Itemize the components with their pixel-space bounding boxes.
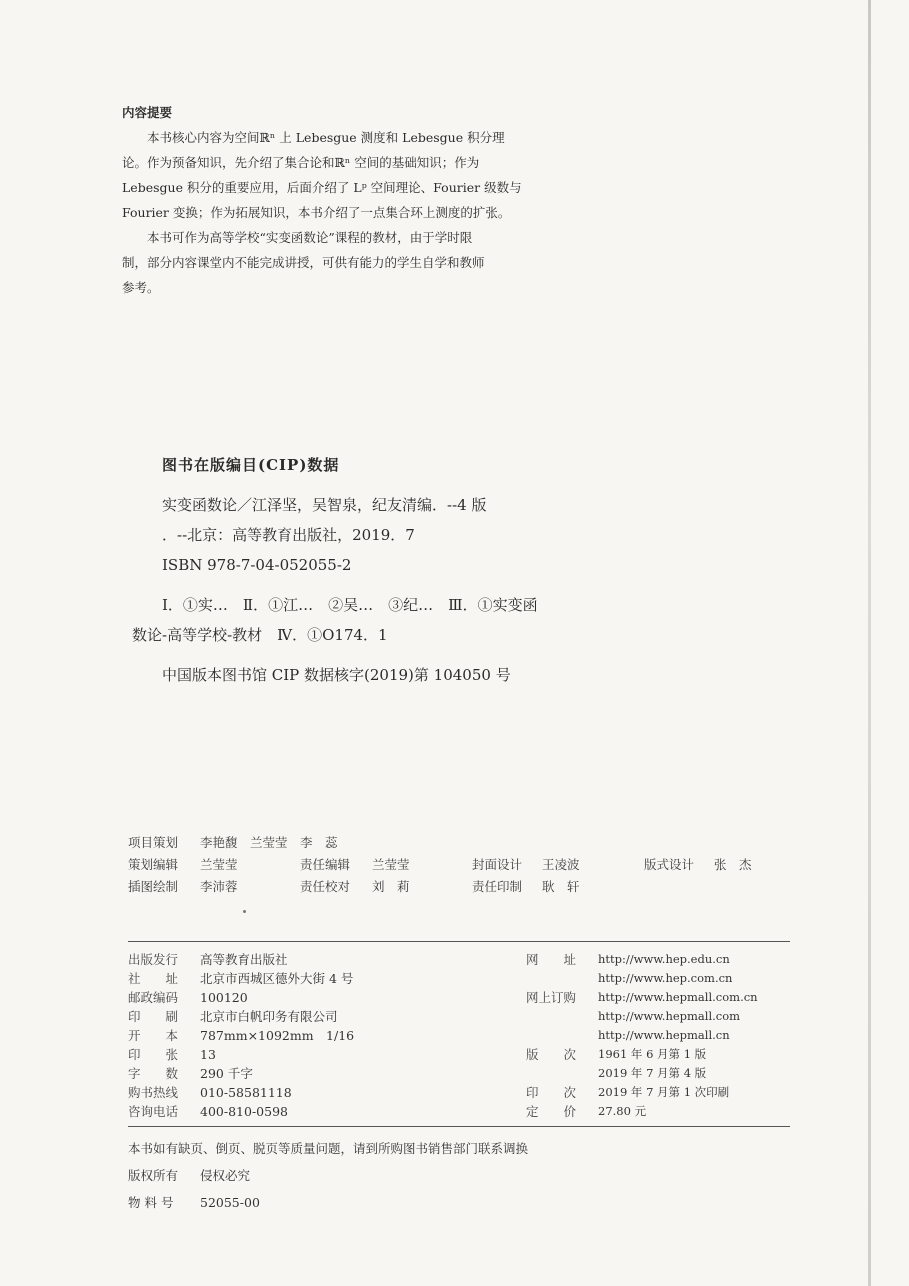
cip-isbn: ISBN 978-7-04-052055-2 bbox=[162, 556, 352, 574]
cip-classification: Ⅰ．①实… Ⅱ．①江… ②吴… ③纪… Ⅲ．①实变函 bbox=[162, 596, 538, 614]
pub-field-value: 北京市白帆印务有限公司 bbox=[200, 1009, 338, 1024]
staff-row bbox=[128, 854, 808, 876]
staff-role: 版式设计 bbox=[644, 857, 695, 872]
page-edge-line bbox=[868, 0, 871, 1286]
staff-name: 耿 轩 bbox=[542, 879, 580, 894]
abstract-line: 论。作为预备知识，先介绍了集合论和ℝⁿ 空间的基础知识；作为 bbox=[122, 155, 480, 170]
pub-field-label: 开 本 bbox=[128, 1028, 179, 1043]
staff-role: 插图绘制 bbox=[128, 879, 179, 894]
pub-field-value: http://www.hep.com.cn bbox=[598, 971, 733, 985]
abstract-line: Lebesgue 积分的重要应用，后面介绍了 Lᵖ 空间理论、Fourier 级数与 bbox=[122, 180, 522, 195]
staff-row bbox=[128, 876, 808, 898]
publication-row bbox=[128, 1083, 788, 1102]
staff-credits bbox=[128, 832, 808, 898]
staff-name: 李艳馥 兰莹莹 李 蕊 bbox=[200, 835, 338, 850]
pub-field-label: 网上订购 bbox=[526, 990, 577, 1005]
bottom-divider bbox=[128, 1126, 790, 1127]
staff-role: 项目策划 bbox=[128, 835, 179, 850]
staff-name: 刘 莉 bbox=[372, 879, 410, 894]
footer-row bbox=[128, 1189, 728, 1216]
top-divider bbox=[128, 941, 790, 942]
pub-field-value: http://www.hep.edu.cn bbox=[598, 952, 730, 966]
abstract-line: 参考。 bbox=[122, 280, 160, 295]
publication-row bbox=[128, 1026, 788, 1045]
footer-info bbox=[128, 1135, 728, 1216]
item-number-value: 52055-00 bbox=[200, 1195, 260, 1210]
abstract-heading: 内容提要 bbox=[122, 105, 173, 120]
pub-field-value: 290 千字 bbox=[200, 1066, 253, 1081]
cip-line: 实变函数论／江泽坚，吴智泉，纪友清编．--4 版 bbox=[162, 496, 487, 514]
cip-classification: 数论-高等学校-教材 Ⅳ．①O174．1 bbox=[132, 626, 388, 644]
abstract-line: 制，部分内容课堂内不能完成讲授，可供有能力的学生自学和教师 bbox=[122, 255, 485, 270]
print-speck bbox=[243, 910, 246, 913]
pub-field-label: 印 次 bbox=[526, 1085, 577, 1100]
publication-row bbox=[128, 1007, 788, 1026]
pub-field-value: 13 bbox=[200, 1047, 216, 1062]
pub-field-label: 社 址 bbox=[128, 971, 179, 986]
staff-name: 王凌波 bbox=[542, 857, 580, 872]
pub-field-value: 400-810-0598 bbox=[200, 1104, 288, 1119]
pub-field-label: 定 价 bbox=[526, 1104, 577, 1119]
cip-line: ．--北京：高等教育出版社，2019．7 bbox=[162, 526, 415, 544]
rights-label: 版权所有 bbox=[128, 1168, 179, 1183]
staff-role: 封面设计 bbox=[472, 857, 523, 872]
item-number-label: 物 料 号 bbox=[128, 1195, 174, 1210]
pub-field-label: 版 次 bbox=[526, 1047, 577, 1062]
pub-field-value: http://www.hepmall.com bbox=[598, 1009, 741, 1023]
cip-title: 图书在版编目(CIP)数据 bbox=[162, 456, 340, 474]
abstract-line: 本书核心内容为空间ℝⁿ 上 Lebesgue 测度和 Lebesgue 积分理 bbox=[147, 130, 505, 145]
pub-field-value: 高等教育出版社 bbox=[200, 952, 288, 967]
publication-row bbox=[128, 1045, 788, 1064]
staff-name: 兰莹莹 bbox=[372, 857, 410, 872]
publication-row bbox=[128, 988, 788, 1007]
pub-field-value: 1961 年 6 月第 1 版 bbox=[598, 1047, 707, 1061]
abstract-line: Fourier 变换；作为拓展知识，本书介绍了一点集合环上测度的扩张。 bbox=[122, 205, 511, 220]
staff-name: 兰莹莹 bbox=[200, 857, 238, 872]
pub-field-value: 787mm×1092mm 1/16 bbox=[200, 1028, 355, 1043]
staff-name: 张 杰 bbox=[714, 857, 752, 872]
pub-field-label: 邮政编码 bbox=[128, 990, 179, 1005]
publication-row bbox=[128, 950, 788, 969]
staff-role: 策划编辑 bbox=[128, 857, 179, 872]
pub-field-value: 北京市西城区德外大街 4 号 bbox=[200, 971, 354, 986]
staff-name: 李沛蓉 bbox=[200, 879, 238, 894]
abstract-line: 本书可作为高等学校“实变函数论”课程的教材，由于学时限 bbox=[147, 230, 473, 245]
pub-field-value: 2019 年 7 月第 4 版 bbox=[598, 1066, 707, 1080]
pub-field-value: http://www.hepmall.com.cn bbox=[598, 990, 758, 1004]
staff-role: 责任校对 bbox=[300, 879, 351, 894]
pub-field-label: 印 张 bbox=[128, 1047, 179, 1062]
pub-field-label: 购书热线 bbox=[128, 1085, 179, 1100]
pub-field-label: 字 数 bbox=[128, 1066, 179, 1081]
staff-role: 责任编辑 bbox=[300, 857, 351, 872]
pub-field-label: 网 址 bbox=[526, 952, 577, 967]
cip-record-number: 中国版本图书馆 CIP 数据核字(2019)第 104050 号 bbox=[162, 666, 511, 684]
footer-row bbox=[128, 1162, 728, 1189]
footer-row bbox=[128, 1135, 728, 1162]
cip-block bbox=[132, 450, 622, 690]
publication-row bbox=[128, 969, 788, 988]
abstract-section bbox=[122, 100, 542, 300]
publication-info bbox=[128, 950, 788, 1121]
pub-field-label: 咨询电话 bbox=[128, 1104, 179, 1119]
quality-notice: 本书如有缺页、倒页、脱页等质量问题，请到所购图书销售部门联系调换 bbox=[128, 1141, 529, 1156]
pub-field-value: http://www.hepmall.cn bbox=[598, 1028, 730, 1042]
pub-field-value: 27.80 元 bbox=[598, 1104, 647, 1118]
publication-row bbox=[128, 1102, 788, 1121]
publication-row bbox=[128, 1064, 788, 1083]
pub-field-value: 010-58581118 bbox=[200, 1085, 292, 1100]
staff-row bbox=[128, 832, 808, 854]
staff-role: 责任印制 bbox=[472, 879, 523, 894]
rights-value: 侵权必究 bbox=[200, 1168, 251, 1183]
pub-field-value: 2019 年 7 月第 1 次印刷 bbox=[598, 1085, 730, 1099]
pub-field-label: 印 刷 bbox=[128, 1009, 179, 1024]
pub-field-value: 100120 bbox=[200, 990, 248, 1005]
pub-field-label: 出版发行 bbox=[128, 952, 179, 967]
